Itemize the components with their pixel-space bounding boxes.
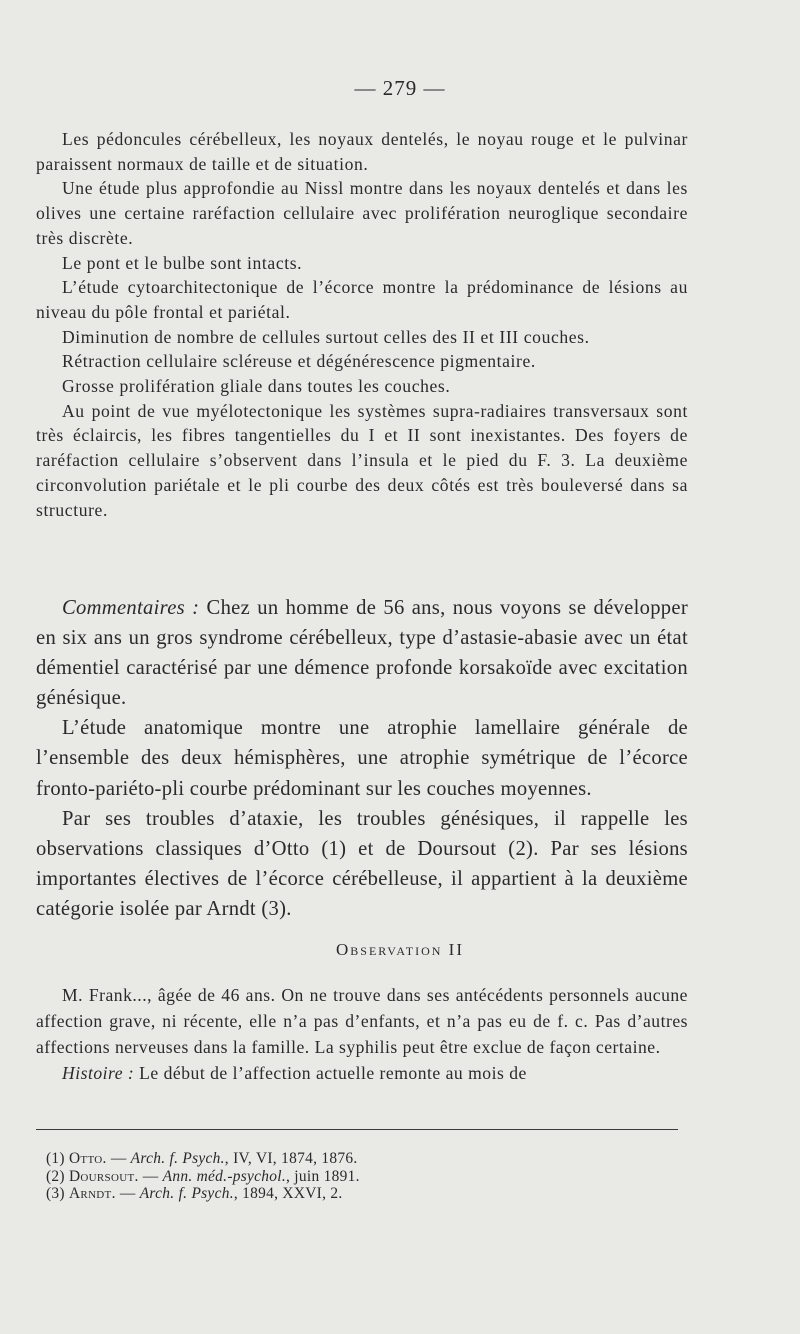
footnote-divider (36, 1129, 678, 1130)
paragraph-cytoarchitecture: L’étude cytoarchitectonique de l’écorce montre la prédominance de lésions au niveau du pôle frontal et pariétal. (36, 277, 688, 322)
autopsy-findings-section (36, 127, 688, 522)
observation-section (36, 982, 688, 1086)
paragraph-histoire (36, 1060, 688, 1086)
histoire-label: Histoire : (62, 1063, 135, 1083)
paragraph-cell-count: Diminution de nombre de cellules surtout celles des II et III couches. (62, 326, 590, 347)
paragraph-pons: Le pont et le bulbe sont intacts. (62, 252, 303, 273)
observation-heading: Observation II (335, 940, 464, 959)
paragraph-commentaires (36, 593, 688, 713)
paragraph-retraction: Rétraction cellulaire scléreuse et dégénérescence pigmentaire. (62, 351, 536, 372)
paragraph-glial: Grosse prolifération gliale dans toutes les couches. (62, 376, 451, 397)
footnote-3: (3) Arndt. — Arch. f. Psych., 1894, XXVI, 2. (46, 1185, 343, 1203)
commentary-section (36, 593, 688, 924)
commentaires-text: Chez un homme de 56 ans, nous voyons se développer en six ans un gros syndrome cérébelleux, type d’astasie-abasie avec un état démentiel caractérisé par une démence profonde korsakoïde avec excitation génésique. (36, 597, 688, 710)
commentaires-label: Commentaires : (62, 597, 200, 619)
histoire-text: Le début de l’affection actuelle remonte au mois de (134, 1063, 527, 1083)
footnotes (46, 1150, 686, 1203)
paragraph-nissl: Une étude plus approfondie au Nissl montre dans les noyaux dentelés et dans les olives une certaine raréfaction cellulaire avec prolifération neuroglique secondaire très discrète. (36, 178, 688, 248)
paragraph-comparison: Par ses troubles d’ataxie, les troubles génésiques, il rappelle les observations classiques d’Otto (1) et de Doursout (2). Par ses lésions importantes électives de l’écorce cérébelleuse, il appartient à la deuxième catégorie isolée par Arndt (3). (36, 807, 688, 920)
page-number: — 279 — (354, 76, 446, 100)
paragraph-patient-history: M. Frank..., âgée de 46 ans. On ne trouve dans ses antécédents personnels aucune affection grave, ni récente, elle n’a pas d’enfants, et n’a pas eu de f. c. Pas d’autres affections nerveuses dans la famille. La syphilis peut être exclue de façon certaine. (36, 985, 688, 1057)
paragraph-peduncles: Les pédoncules cérébelleux, les noyaux dentelés, le noyau rouge et le pulvinar paraissent normaux de taille et de situation. (36, 129, 688, 174)
paragraph-anatomical-study: L’étude anatomique montre une atrophie lamellaire générale de l’ensemble des deux hémisphères, une atrophie symétrique de l’écorce fronto-pariéto-pli courbe prédominant sur les couches moyennes. (36, 717, 688, 800)
footnote-2: (2) Doursout. — Ann. méd.-psychol., juin 1891. (46, 1167, 360, 1185)
paragraph-myelotectonic: Au point de vue myélotectonique les systèmes supra-radiaires transversaux sont très éclaircis, les fibres tangentielles du I et II sont inexistantes. Des foyers de raréfaction cellulaire s’observent dans l’insula et le pied du F. 3. La deuxième circonvolution pariétale et le pli courbe des deux côtés est très bouleversé dans sa structure. (36, 400, 688, 520)
footnote-1: (1) Otto. — Arch. f. Psych., IV, VI, 1874, 1876. (46, 1150, 358, 1167)
